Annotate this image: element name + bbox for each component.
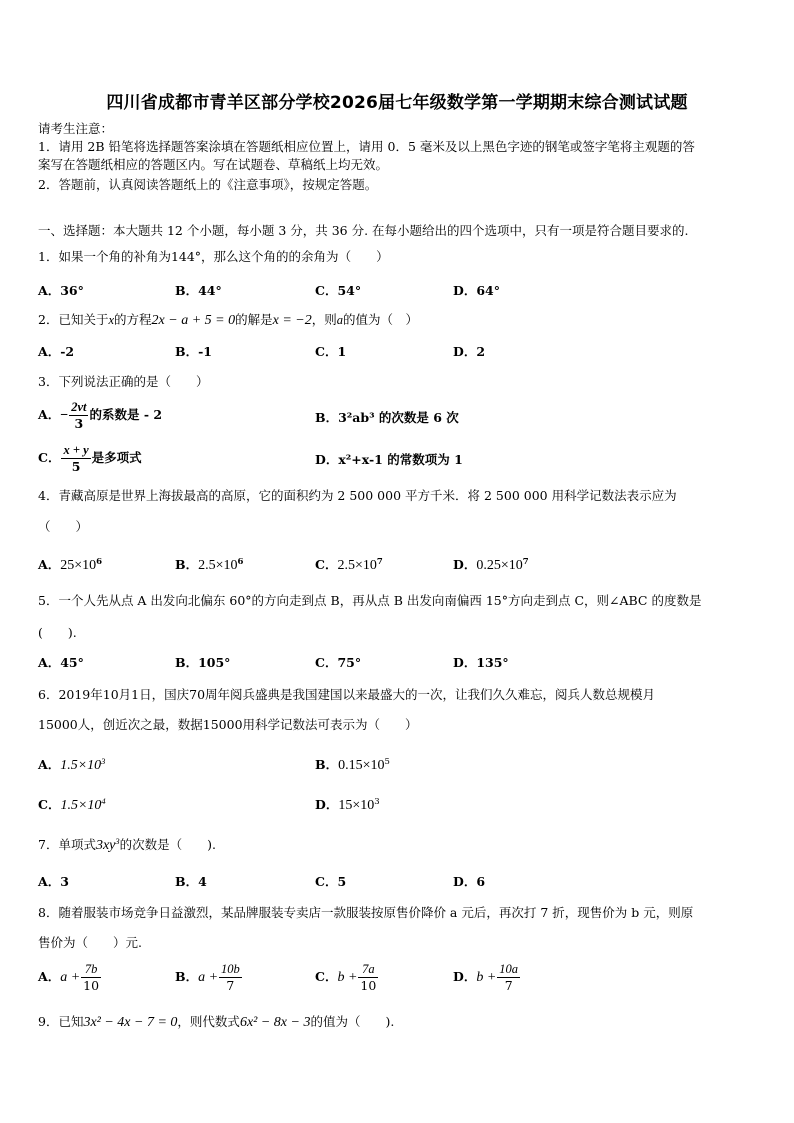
q7-option-d: D．6 — [453, 874, 486, 889]
q5-stem-2: ( ). — [38, 625, 77, 640]
q8-option-a — [38, 962, 102, 993]
q6-option-c — [38, 796, 106, 815]
q3-option-c — [38, 443, 142, 474]
q3-option-d: D．x²+x-1 的常数项为 1 — [315, 452, 463, 467]
q7-option-a: A．3 — [38, 874, 69, 889]
q3-a-minus: − — [60, 408, 69, 423]
q7-stem — [38, 836, 216, 855]
q4-b-base: 2.5×10 — [198, 558, 238, 573]
q4-a-exp: 6 — [96, 556, 103, 567]
q4-c-exp: 7 — [376, 556, 383, 567]
q6-option-b — [315, 756, 390, 775]
q3-a-label: A． — [38, 407, 61, 422]
q2-text-2: 的方程 — [114, 312, 152, 327]
q8-d-label: D． — [453, 969, 477, 984]
q4-b-label: B． — [175, 557, 199, 572]
q2-solution: x = −2 — [272, 313, 312, 328]
q6-c-label: C． — [38, 797, 61, 812]
q8-b-denominator: 7 — [219, 977, 242, 993]
q8-c-numerator: 7a — [362, 962, 375, 976]
q8-c-fraction — [358, 962, 378, 993]
q6-a-label: A． — [38, 757, 61, 772]
q7-text-1: 7．单项式 — [38, 837, 96, 852]
q7-monomial: 3xy — [95, 838, 116, 853]
q2-equation: 2x − a + 5 = 0 — [151, 313, 236, 328]
q2-text-1: 2．已知关于 — [38, 312, 109, 327]
q2-stem — [38, 311, 418, 330]
q3-a-text: 的系数是 - 2 — [89, 407, 163, 422]
q9-text-2: ，则代数式 — [177, 1014, 240, 1029]
q1-option-d: D．64° — [453, 283, 500, 298]
q8-option-d — [453, 962, 521, 993]
q6-b-label: B． — [315, 757, 339, 772]
q6-b-base: 0.15×10 — [338, 758, 385, 773]
section-heading: 一、选择题：本大题共 12 个小题，每小题 3 分，共 36 分. 在每小题给出的四个选项中，只有一项是符合题目要求的. — [38, 223, 689, 238]
notice-item-2: 2．答题前，认真阅读答题纸上的《注意事项》，按规定答题。 — [38, 177, 378, 192]
notice-item-1b: 案写在答题纸相应的答题区内。写在试题卷、草稿纸上均无效。 — [38, 157, 389, 172]
q4-a-base: 25×10 — [60, 558, 97, 573]
q8-d-numerator: 10a — [499, 962, 519, 976]
q8-a-fraction — [81, 962, 101, 993]
q5-stem: 5．一个人先从点 A 出发向北偏东 60°的方向走到点 B，再从点 B 出发向南偏西 15°方向走到点 C，则∠ABC 的度数是 — [38, 593, 702, 608]
q4-d-base: 0.25×10 — [476, 558, 523, 573]
q2-option-d: D．2 — [453, 344, 486, 359]
q9-stem — [38, 1013, 394, 1032]
q3-c-denominator: 5 — [61, 458, 90, 474]
q6-d-exp: 3 — [374, 796, 380, 807]
q8-b-numerator: 10b — [221, 962, 240, 976]
q4-d-label: D． — [453, 557, 477, 572]
q5-option-d: D．135° — [453, 655, 509, 670]
q8-c-label: C． — [315, 969, 338, 984]
q1-option-a: A．36° — [38, 283, 84, 298]
q5-option-b: B．105° — [175, 655, 231, 670]
q3-a-numerator: 2vt — [71, 400, 87, 414]
q9-text-3: 的值为（ ). — [310, 1014, 395, 1029]
q6-a-exp: 3 — [101, 755, 106, 766]
q5-option-c: C．75° — [315, 655, 362, 670]
q8-a-denominator: 10 — [83, 978, 100, 993]
q6-c-base: 1.5×10 — [60, 798, 102, 813]
q8-d-prefix: b + — [476, 970, 497, 985]
q2-var-x: x — [108, 313, 115, 327]
q8-b-fraction — [219, 962, 242, 993]
q2-text-4: ，则 — [311, 312, 337, 327]
q3-c-text: 是多项式 — [91, 450, 142, 465]
q6-d-base: 15×10 — [338, 798, 375, 813]
notice-heading: 请考生注意： — [38, 121, 114, 136]
q8-stem: 8．随着服装市场竞争日益激烈，某品牌服装专卖店一款服装按原售价降价 a 元后，再次打 7 折，现售价为 b 元，则原 — [38, 905, 694, 920]
q4-stem: 4．青藏高原是世界上海拔最高的高原，它的面积约为 2 500 000 平方千米．将 2 500 000 用科学记数法表示应为 — [38, 488, 677, 503]
q4-stem-2: （ ） — [38, 519, 89, 534]
q4-option-b — [175, 556, 243, 575]
q5-option-a: A．45° — [38, 655, 84, 670]
q6-a-base: 1.5×10 — [60, 758, 102, 773]
q2-text-5: 的值为（ ） — [342, 312, 418, 327]
q4-c-base: 2.5×10 — [337, 558, 377, 573]
q3-a-denominator: 3 — [69, 415, 88, 431]
q6-stem-2: 15000人，创近次之最，数据15000用科学记数法可表示为（ ） — [38, 717, 418, 732]
q9-equation: 3x² − 4x − 7 = 0 — [83, 1015, 178, 1030]
q2-option-b: B．-1 — [175, 344, 212, 359]
q1-stem: 1．如果一个角的补角为144°，那么这个角的的余角为（ ） — [38, 249, 389, 264]
q8-a-numerator: 7b — [84, 962, 98, 976]
q8-c-prefix: b + — [337, 970, 358, 985]
q4-option-c — [315, 556, 383, 575]
q3-a-fraction — [69, 400, 88, 431]
q3-option-a — [38, 400, 162, 431]
notice-item-1a: 1．请用 2B 铅笔将选择题答案涂填在答题纸相应位置上，请用 0．5 毫米及以上黑色字迹的钢笔或签字笔将主观题的答 — [38, 139, 695, 154]
q7-monomial-exp: 3 — [115, 835, 120, 846]
q1-option-b: B．44° — [175, 283, 222, 298]
q6-b-exp: 5 — [384, 756, 390, 767]
q6-c-exp: 4 — [101, 795, 106, 806]
q8-d-denominator: 7 — [497, 977, 520, 993]
q1-option-c: C．54° — [315, 283, 362, 298]
q6-d-label: D． — [315, 797, 339, 812]
q8-stem-2: 售价为（ ）元. — [38, 935, 142, 950]
q8-c-denominator: 10 — [360, 978, 377, 993]
q8-b-label: B． — [175, 969, 199, 984]
q2-option-a: A．-2 — [38, 344, 75, 359]
q4-a-label: A． — [38, 557, 61, 572]
q8-option-c — [315, 962, 379, 993]
q6-option-d — [315, 796, 380, 815]
q9-text-1: 9．已知 — [38, 1014, 84, 1029]
q3-c-numerator: x + y — [63, 443, 89, 457]
q8-d-fraction — [497, 962, 520, 993]
q3-c-label: C． — [38, 450, 61, 465]
q4-option-a — [38, 556, 102, 575]
q9-expression: 6x² − 8x − 3 — [239, 1015, 311, 1030]
q4-c-label: C． — [315, 557, 338, 572]
q2-text-3: 的解是 — [235, 312, 273, 327]
q8-option-b — [175, 962, 243, 993]
q2-option-c: C．1 — [315, 344, 347, 359]
q3-stem: 3．下列说法正确的是（ ） — [38, 374, 209, 389]
q8-a-prefix: a + — [60, 970, 81, 985]
q8-b-prefix: a + — [198, 970, 219, 985]
q8-a-label: A． — [38, 969, 61, 984]
q4-option-d — [453, 556, 529, 575]
q4-d-exp: 7 — [522, 556, 529, 567]
q3-c-fraction — [61, 443, 90, 474]
q2-var-a: a — [336, 313, 343, 327]
q7-option-b: B．4 — [175, 874, 207, 889]
q4-b-exp: 6 — [237, 556, 244, 567]
q7-option-c: C．5 — [315, 874, 347, 889]
page-title: 四川省成都市青羊区部分学校2026届七年级数学第一学期期末综合测试试题 — [106, 93, 688, 113]
q7-text-2: 的次数是（ ). — [119, 837, 216, 852]
q6-option-a — [38, 756, 105, 775]
q6-stem: 6．2019年10月1日，国庆70周年阅兵盛典是我国建国以来最盛大的一次，让我们久久难忘，阅兵人数总规模月 — [38, 687, 656, 702]
q3-option-b: B．3²ab³ 的次数是 6 次 — [315, 410, 459, 425]
